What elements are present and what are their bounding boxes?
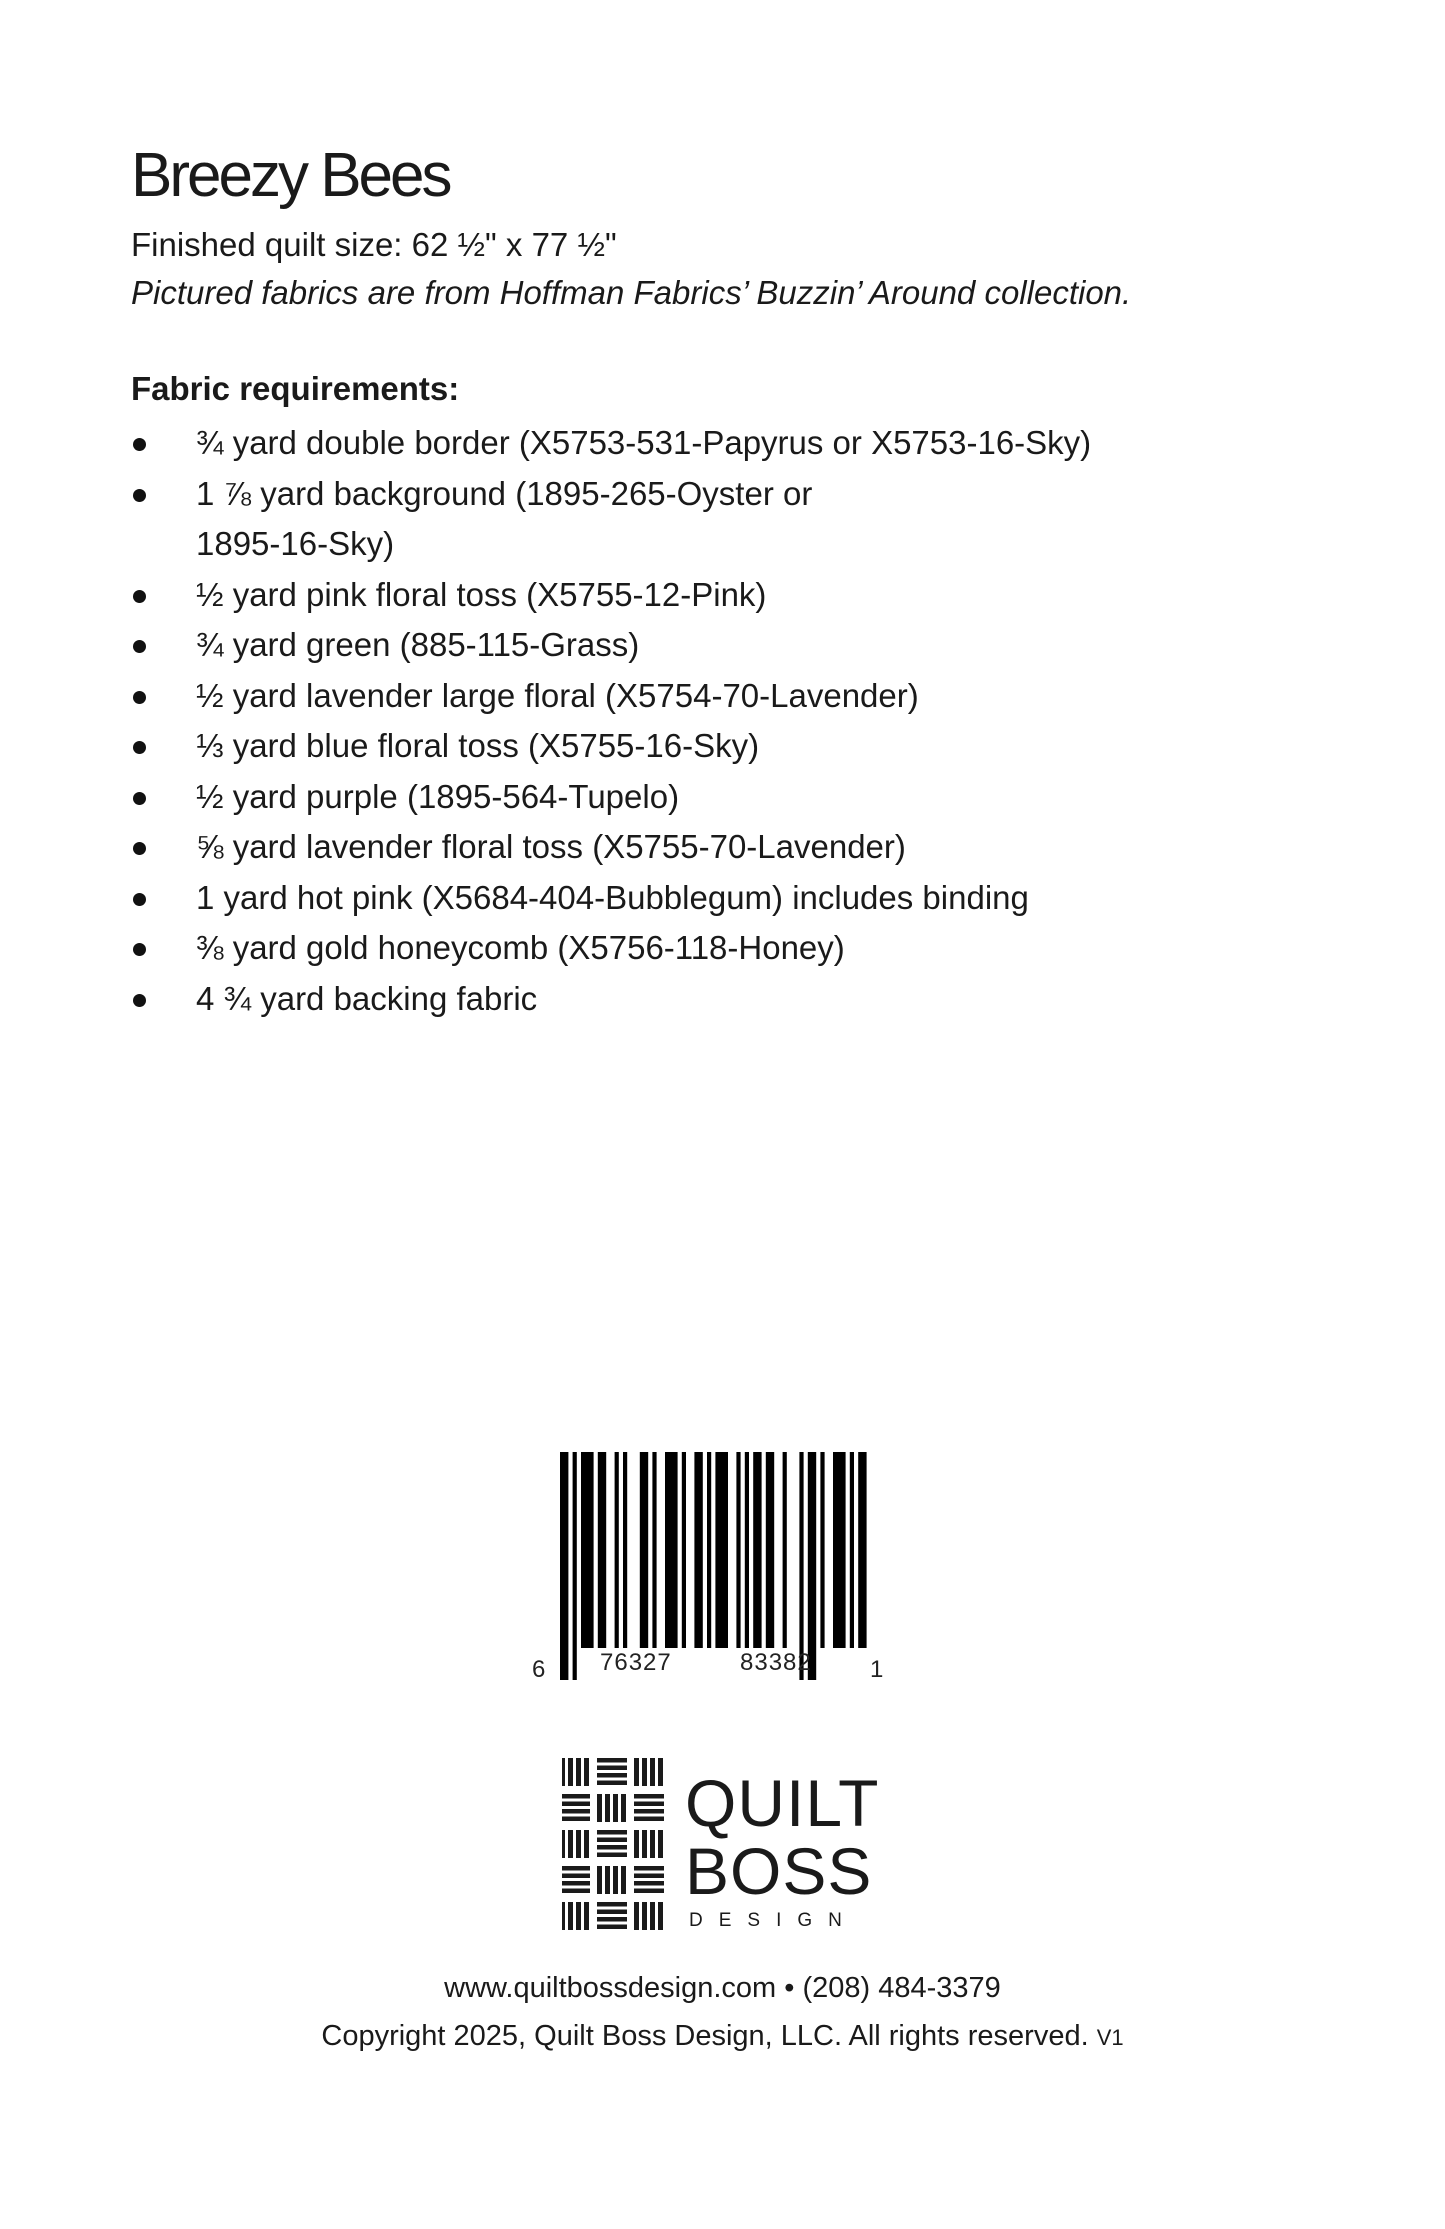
list-item: ½ yard pink floral toss (X5755-12-Pink) (131, 570, 1281, 621)
barcode-digit-left: 6 (532, 1656, 546, 1683)
logo-stripe (562, 1866, 590, 1871)
upc-barcode (532, 1444, 894, 1689)
logo-stripe (650, 1830, 655, 1858)
barcode-bar (783, 1452, 787, 1648)
barcode-bar (799, 1452, 803, 1680)
barcode-bar (745, 1452, 749, 1648)
list-item: ½ yard purple (1895-564-Tupelo) (131, 772, 1281, 823)
logo-stripe (562, 1817, 590, 1822)
logo-stripe (584, 1902, 589, 1930)
logo-stripe (642, 1902, 647, 1930)
separator-dot: • (784, 1972, 795, 2004)
logo-stripe (597, 1781, 627, 1786)
logo-stripe (568, 1830, 573, 1858)
pictured-fabrics-note: Pictured fabrics are from Hoffman Fabrics’ Buzzin’ Around collection. (131, 274, 1132, 311)
pattern-title: Breezy Bees (131, 141, 450, 210)
logo-stripe (605, 1794, 610, 1822)
logo-stripe (562, 1881, 590, 1886)
logo-text-quilt: QUILT (685, 1766, 880, 1840)
logo-stripe (562, 1889, 590, 1894)
logo-stripe (634, 1830, 639, 1858)
barcode-bar (766, 1452, 774, 1648)
logo-stripe (634, 1902, 639, 1930)
website-link[interactable]: www.quiltbossdesign.com (444, 1972, 777, 2004)
logo-stripe (597, 1845, 627, 1850)
list-item: 4 ¾ yard backing fabric (131, 974, 1281, 1025)
logo-stripe (642, 1830, 647, 1858)
logo-stripe (613, 1794, 618, 1822)
barcode-group-right: 83382 (740, 1649, 812, 1676)
barcode-group-left: 76327 (600, 1649, 672, 1676)
logo-stripe (568, 1758, 573, 1786)
logo-stripe (621, 1794, 626, 1822)
finished-size: Finished quilt size: 62 ½" x 77 ½" (131, 226, 617, 263)
barcode-bar (665, 1452, 678, 1648)
barcode-bar (560, 1452, 568, 1680)
barcode-bar (736, 1452, 740, 1648)
list-item: ⅝ yard lavender floral toss (X5755-70-Lavender) (131, 822, 1281, 873)
logo-stripe (634, 1889, 664, 1894)
logo-stripe (597, 1758, 627, 1763)
logo-stripe (658, 1830, 663, 1858)
logo-stripe (597, 1866, 602, 1894)
logo-stripe (562, 1802, 590, 1807)
barcode-bar (623, 1452, 627, 1648)
fabric-requirements-heading: Fabric requirements: (131, 370, 460, 407)
phone-number: (208) 484-3379 (802, 1972, 1001, 2004)
logo-stripe (568, 1902, 573, 1930)
logo-stripe (613, 1866, 618, 1894)
barcode-digit-right: 1 (870, 1656, 884, 1683)
barcode-bar (573, 1452, 577, 1680)
barcode-bar (707, 1452, 711, 1648)
logo-stripe (597, 1794, 602, 1822)
barcode-bar (715, 1452, 728, 1648)
fabric-requirements-list (131, 418, 1281, 1024)
logo-stripe (576, 1830, 581, 1858)
logo-stripe (576, 1758, 581, 1786)
logo-stripe (597, 1838, 627, 1843)
logo-stripe (658, 1758, 663, 1786)
logo-stripe (597, 1773, 627, 1778)
version-label: V1 (1096, 2025, 1124, 2050)
barcode-bar (615, 1452, 619, 1648)
barcode-bar (833, 1452, 846, 1648)
logo-stripe (634, 1802, 664, 1807)
barcode-bars (532, 1444, 894, 1689)
logo-stripe (634, 1809, 664, 1814)
barcode-bar (640, 1452, 648, 1648)
copyright-line (0, 2020, 1445, 2053)
logo-stripe (597, 1902, 627, 1907)
logo-stripe (605, 1866, 610, 1894)
barcode-bar (858, 1452, 866, 1648)
logo-stripe (562, 1809, 590, 1814)
logo-stripe (562, 1874, 590, 1879)
logo-stripe (634, 1794, 664, 1799)
logo-stripe (576, 1902, 581, 1930)
logo-stripe (634, 1881, 664, 1886)
logo-stripe (634, 1758, 639, 1786)
list-item: ¾ yard double border (X5753-531-Papyrus or X5753-16-Sky) (131, 418, 1281, 469)
logo-stripe (642, 1758, 647, 1786)
barcode-bar (598, 1452, 606, 1648)
list-item: ¾ yard green (885-115-Grass) (131, 620, 1281, 671)
logo-stripe (562, 1758, 565, 1786)
logo-stripe (658, 1902, 663, 1930)
logo-stripe (562, 1902, 565, 1930)
contact-line (0, 1972, 1445, 2005)
logo-stripe (621, 1866, 626, 1894)
logo-stripe (597, 1910, 627, 1915)
barcode-bar (850, 1452, 854, 1648)
logo-stripe (597, 1830, 627, 1835)
list-item: 1 yard hot pink (X5684-404-Bubblegum) includes binding (131, 873, 1281, 924)
barcode-bar (820, 1452, 824, 1648)
list-item: ½ yard lavender large floral (X5754-70-Lavender) (131, 671, 1281, 722)
barcode-bar (808, 1452, 816, 1680)
logo-stripe (597, 1917, 627, 1922)
barcode-bar (753, 1452, 761, 1648)
logo-stripe (597, 1766, 627, 1771)
logo-stripe (650, 1902, 655, 1930)
logo-stripe (597, 1853, 627, 1858)
quilt-boss-logo (562, 1758, 892, 1933)
logo-stripe (597, 1925, 627, 1930)
logo-stripe (562, 1830, 565, 1858)
logo-stripe (634, 1874, 664, 1879)
barcode-bar (682, 1452, 686, 1648)
list-item: ⅓ yard blue floral toss (X5755-16-Sky) (131, 721, 1281, 772)
logo-stripe (562, 1794, 590, 1799)
logo-stripe (584, 1758, 589, 1786)
barcode-bar (652, 1452, 656, 1648)
barcode-bar (581, 1452, 594, 1648)
list-item: ⅜ yard gold honeycomb (X5756-118-Honey) (131, 923, 1281, 974)
logo-text-boss: BOSS (685, 1834, 873, 1908)
logo-stripe (634, 1817, 664, 1822)
barcode-bar (694, 1452, 702, 1648)
logo-stripe (634, 1866, 664, 1871)
logo-stripe (650, 1758, 655, 1786)
logo-stripe (584, 1830, 589, 1858)
quilt-block-logo-icon (562, 1758, 667, 1933)
copyright-text: Copyright 2025, Quilt Boss Design, LLC. All rights reserved. (321, 2020, 1089, 2052)
logo-text-design: DESIGN (689, 1910, 858, 1931)
list-item: 1 ⅞ yard background (1895-265-Oyster or 1895-16-Sky) (131, 469, 896, 570)
